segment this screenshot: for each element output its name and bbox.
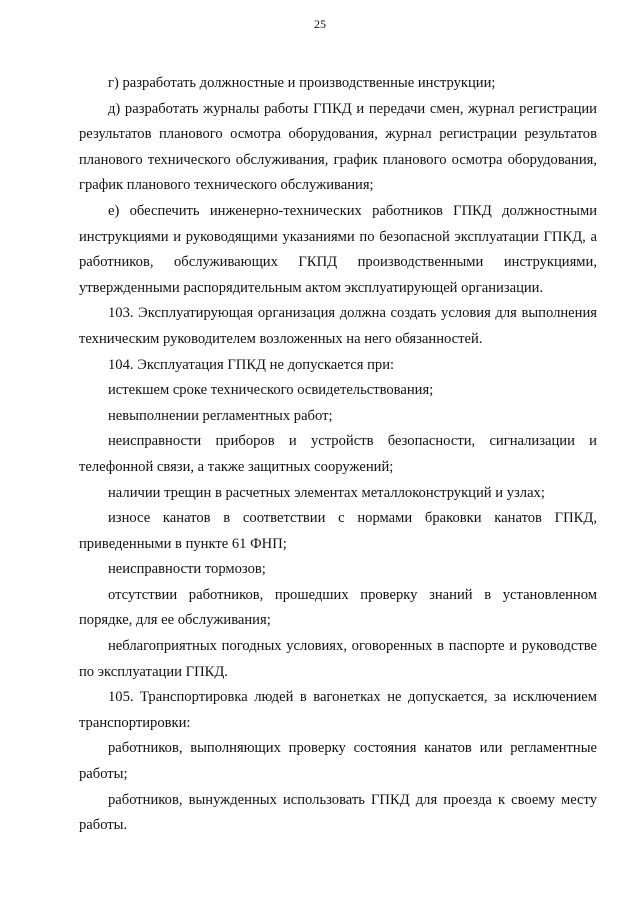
document-body <box>79 71 597 839</box>
paragraph-d: д) разработать журналы работы ГПКД и передачи смен, журнал регистрации результатов планового осмотра оборудования, журнал регистрации результатов планового технического обслуживания, график планового осмотра оборудования, график планового технического обслуживания; <box>79 100 597 194</box>
list-item: отсутствии работников, прошедших проверку знаний в установленном порядке, для ее обслуживания; <box>79 586 597 629</box>
list-item: работников, выполняющих проверку состояния канатов или регламентные работы; <box>79 740 597 783</box>
list-item: работников, вынужденных использовать ГПКД для проезда к своему месту работы. <box>79 791 597 834</box>
page-number: 25 <box>314 17 326 31</box>
list-item: истекшем сроке технического освидетельствования; <box>108 382 434 399</box>
list-item: износе канатов в соответствии с нормами браковки канатов ГПКД, приведенными в пункте 61 ФНП; <box>79 510 597 552</box>
paragraph-e: е) обеспечить инженерно-технических работников ГПКД должностными инструкциями и руководящими указаниями по безопасной эксплуатации ГПКД, а работников, обслуживающих ГКПД производственными инструкциями, утвержденными распорядительным актом эксплуатирующей организации. <box>79 202 597 296</box>
list-item: неблагоприятных погодных условиях, оговоренных в паспорте и руководстве по эксплуатации ГПКД. <box>79 638 597 680</box>
list-item: неисправности приборов и устройств безопасности, сигнализации и телефонной связи, а также защитных сооружений; <box>79 433 597 475</box>
list-item: невыполнении регламентных работ; <box>108 407 333 424</box>
clause-105: 105. Транспортировка людей в вагонетках не допускается, за исключением транспортировки: <box>79 689 597 731</box>
clause-104: 104. Эксплуатация ГПКД не допускается при: <box>108 356 395 373</box>
list-item: наличии трещин в расчетных элементах металлоконструкций и узлах; <box>108 484 545 501</box>
clause-103: 103. Эксплуатирующая организация должна создать условия для выполнения техническим руководителем возложенных на него обязанностей. <box>79 305 597 347</box>
paragraph-g: г) разработать должностные и производственные инструкции; <box>108 75 496 91</box>
list-item: неисправности тормозов; <box>108 561 266 578</box>
